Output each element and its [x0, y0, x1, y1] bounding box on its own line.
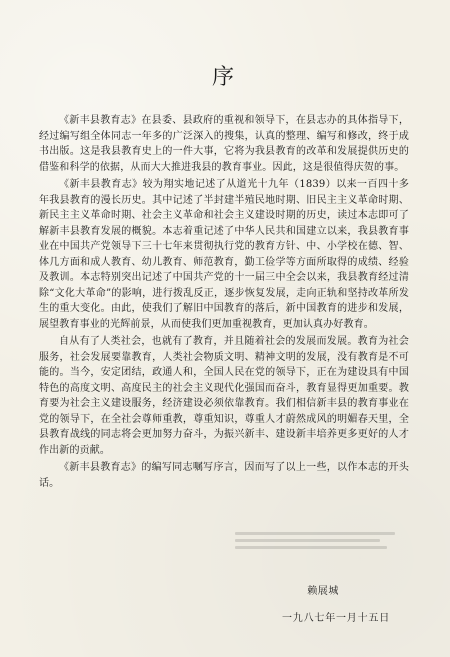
paragraph-3: 自从有了人类社会，也就有了教育，并且随着社会的发展而发展。教育为社会服务，社会发展要靠教育，人类社会物质文明、精神文明的发展，没有教育是不可能的。当今，安定团结，政通人和，全国人民在党的领导下，正在为建设具有中国特色的高度文明、高度民主的社会主义现代化强国而奋斗，教育显得更加重要。教育要为社会主义建设服务，经济建设必须依靠教育。我们相信新丰县的教育事业在党的领导下，在全社会尊师重教，尊重知识，尊重人才蔚然成风的明媚春天里，全县教育战线的同志将会更加努力奋斗，为振兴新丰、建设新丰培养更多更好的人才作出新的贡献。	[39, 336, 409, 456]
show-through-line	[235, 532, 395, 535]
show-through-line	[235, 539, 380, 542]
show-through-line	[235, 546, 387, 549]
author-signature: 赖展城	[307, 586, 339, 597]
paragraph-2: 《新丰县教育志》较为翔实地记述了从道光十九年（1839）以来一百四十多年我县教育的漫长历史。其中记述了半封建半殖民地时期、旧民主主义革命时期、新民主主义革命时期、社会主义革命和社会主义建设时期的历史，读过本志即可了解新丰县教育发展的概貌。本志着重记述了中华人民共和国建立以来，我县教育事业在中国共产党领导下三十七年来贯彻执行党的教育方针、中、小学校在德、智、体几方面和成人教育、幼儿教育、师范教育，勤工俭学等方面所取得的成绩、经验及教训。本志特别突出记述了中国共产党的十一届三中全会以来，我县教育经过清除“文化大革命”的影响，进行拨乱反正，逐步恢复发展，走向正轨和坚持改革所发生的重大变化。由此，使我们了解旧中国教育的落后，新中国教育的进步和发展，展望教育事业的光辉前景，从而使我们更加重视教育，更加认真办好教育。	[39, 179, 409, 330]
signature-date: 一九八七年一月十五日	[282, 613, 390, 624]
paragraph-4: 《新丰县教育志》的编写同志嘱写序言，因而写了以上一些，以作本志的开头话。	[39, 462, 409, 489]
paragraph-1: 《新丰县教育志》在县委、县政府的重视和领导下，在县志办的具体指导下，经过编写组全体同志一年多的广泛深入的搜集，认真的整理、编写和修改，终于成书出版。这是我县教育史上的一件大事，它将为我县教育的改革和发展提供历史的借鉴和科学的依据，从而大大推进我县的教育事业。因此，这是很值得庆贺的事。	[39, 115, 409, 173]
paper-show-through	[235, 528, 400, 566]
page-title: 序	[211, 65, 236, 90]
